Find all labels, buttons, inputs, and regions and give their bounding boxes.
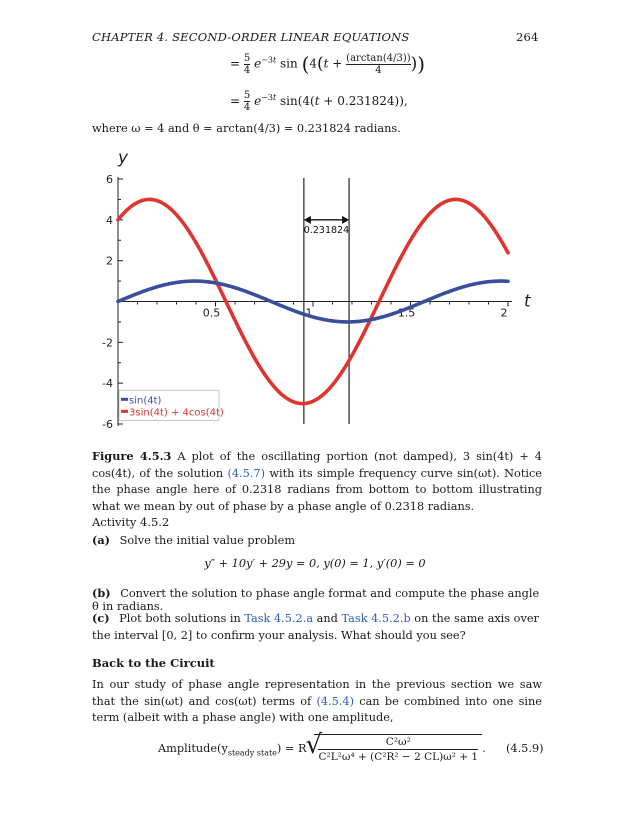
activity-c-pre: Plot both solutions in	[119, 612, 241, 625]
x-tick-label: 2	[500, 306, 508, 320]
figure-label: Figure 4.5.3	[92, 449, 172, 463]
amp-lhs: Amplitude(y	[158, 742, 228, 755]
phase-chart	[90, 145, 540, 435]
activity-c-label: (c)	[92, 611, 110, 625]
figure-caption-text-2: with its simple frequency curve sin(ωt). Notice the phase angle here of 0.2318 radians from bottom to bottom illustrating what we mean by out of phase by a phase angle of 0.2318 radians.	[92, 466, 542, 513]
section-title: Back to the Circuit	[92, 656, 215, 670]
amplitude-equation: $Amplitude(y_{steady state}) = R$ √ $\frac{\text{C²ω²}}{\text{C²L²ω⁴ + (C²R² − 2 CL)ω² + 1}}$ .	[158, 730, 486, 763]
activity-b-label: (b)	[92, 586, 111, 600]
y-tick-label: -2	[102, 336, 113, 350]
x-tick-label: 1	[305, 306, 313, 320]
y-tick-label: 6	[106, 173, 113, 186]
legend-entry: 3sin(4t) + 4cos(4t)	[129, 407, 224, 419]
phase-arrow-head-left	[304, 216, 311, 224]
activity-a-text: Solve the initial value problem	[119, 534, 296, 547]
x-tick-label: 1.5	[397, 306, 416, 320]
y-tick-label: 2	[106, 254, 113, 268]
activity-a-label: (a)	[92, 533, 111, 547]
activity-a	[92, 533, 542, 547]
running-header: CHAPTER 4. SECOND-ORDER LINEAR EQUATIONS	[92, 30, 410, 44]
equation-number: (4.5.9)	[506, 742, 544, 755]
y-tick-label: -6	[102, 418, 113, 431]
amp-numerator: C²ω²	[318, 735, 478, 750]
figure-caption-text: A plot of the oscillating portion (not damped), 3 sin(4t) + 4 cos(4t), of the solution	[92, 450, 542, 480]
amp-denominator: C²L²ω⁴ + (C²R² − 2 CL)ω² + 1	[318, 751, 479, 763]
y-tick-label: 4	[106, 213, 113, 227]
activity-title: Activity 4.5.2	[92, 515, 170, 529]
legend-entry: sin(4t)	[129, 395, 162, 407]
activity-b	[92, 586, 542, 613]
sqrt-symbol: √	[305, 730, 323, 760]
section-paragraph-1: In our study of phase angle representation in the previous section we saw that the sin(ωt) and cos(ωt) terms of	[92, 678, 542, 708]
page-number: 264	[516, 30, 539, 44]
activity-b-text: Convert the solution to phase angle format and compute the phase angle θ in radians.	[92, 587, 540, 613]
amp-eq: ) = R	[276, 742, 307, 755]
section-paragraph	[92, 677, 542, 727]
phase-arrow-head-right	[342, 216, 349, 224]
task-link-a[interactable]: Task 4.5.2.a	[244, 612, 314, 625]
activity-c-post: on the same axis over the interval [0, 2] to confirm your analysis. What should you see?	[92, 612, 539, 642]
activity-c-and: and	[316, 612, 338, 625]
y-axis-label: y	[118, 148, 129, 168]
figure-caption	[92, 448, 542, 515]
equation-line-2: = 5 4 $e^{-3t}$ sin(4(t + 0.231824)),	[230, 90, 408, 113]
equation-block	[230, 52, 540, 122]
ivp-equation: y″ + 10y′ + 29y = 0, y(0) = 1, y′(0) = 0	[204, 557, 426, 570]
activity-c	[92, 610, 542, 644]
equation-link-4-5-7[interactable]: (4.5.7)	[227, 466, 266, 480]
task-link-b[interactable]: Task 4.5.2.b	[341, 612, 411, 625]
phase-arrow-label: 0.231824	[303, 224, 350, 236]
equation-line-1: = 5 4 $e^{-3t}$ sin (4(t + (arctan(4/3)) 4 ))	[230, 52, 426, 76]
where-line: where ω = 4 and θ = arctan(4/3) = 0.231824 radians.	[92, 122, 401, 135]
equation-link-4-5-4[interactable]: (4.5.4)	[316, 694, 354, 708]
x-axis-label: t	[524, 291, 531, 312]
x-tick-label: 0.5	[202, 306, 221, 320]
section-paragraph-2: can be combined into one sine term (albeit with a phase angle) with one amplitude,	[92, 694, 542, 724]
y-tick-label: -4	[102, 377, 113, 391]
amp-sub: steady state	[227, 748, 277, 758]
